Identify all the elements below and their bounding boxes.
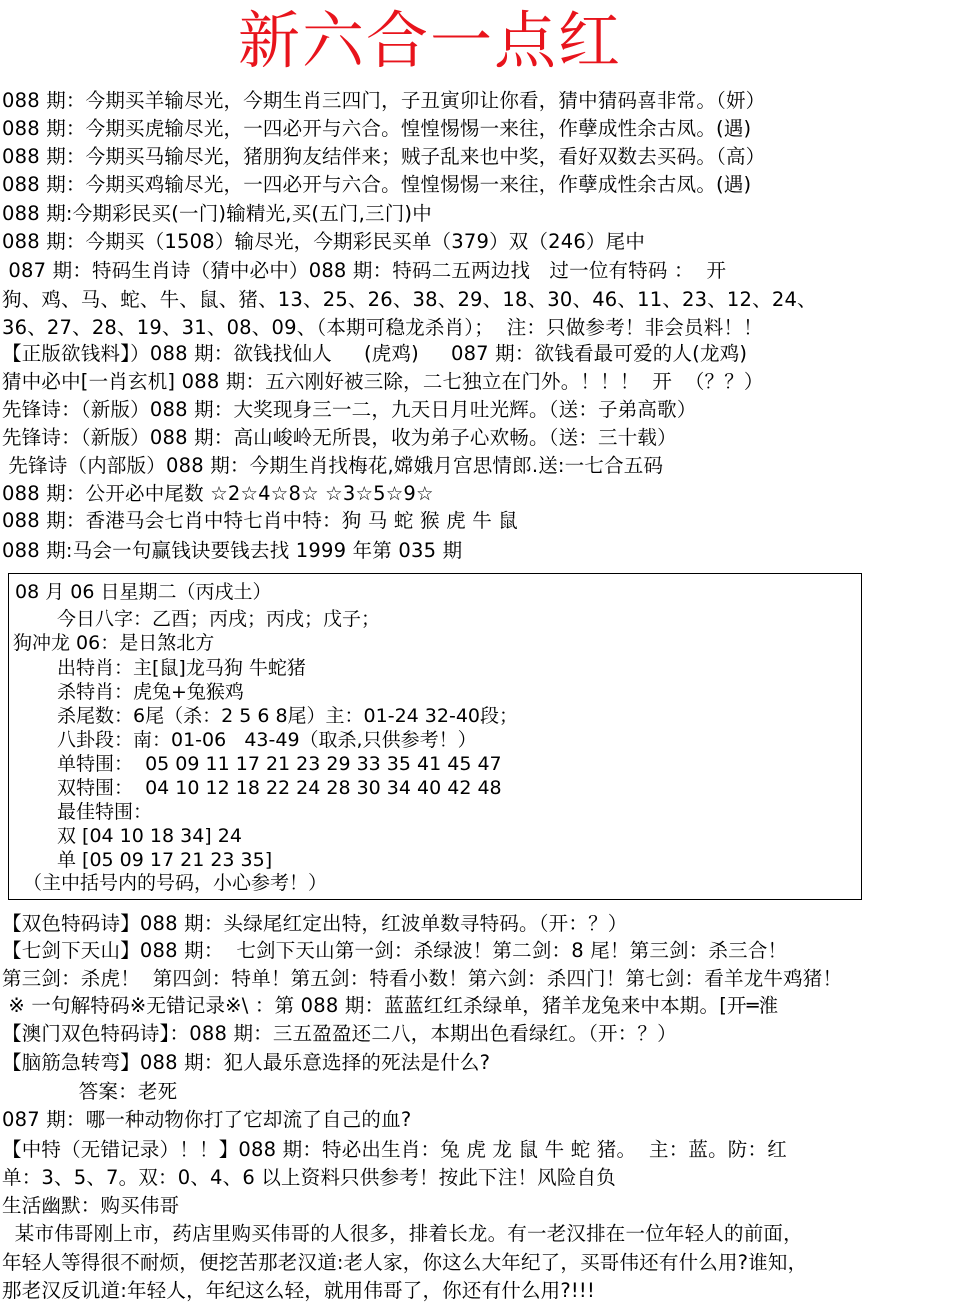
box-note: （主中括号内的号码，小心参考！） <box>23 872 328 894</box>
text-line: 088 期：今期买虎输尽光，一四必开与六合。惶惶惕惕一来往，作孽成性余古凤。(遇) <box>2 117 752 140</box>
text-line: 【澳门双色特码诗】：088 期：三五盈盈还二八，本期出色看绿红。（开：？） <box>2 1022 677 1045</box>
text-line: 猜中必中[一肖玄机] 088 期：五六刚好被三除，二七独立在门外。！！！ 开 （？？） <box>2 370 764 393</box>
box-date: 08 月 06 日星期二（丙戌土） <box>15 581 272 603</box>
box-even-range: 双特围： 04 10 12 18 22 24 28 30 34 40 42 48 <box>57 777 502 799</box>
box-odd-range: 单特围： 05 09 11 17 21 23 29 33 35 41 45 47 <box>57 753 502 775</box>
text-line: 088 期:马会一句赢钱诀要钱去找 1999 年第 035 期 <box>2 539 463 562</box>
text-line: 【双色特码诗】088 期：头绿尾红定出特，红波单数寻特码。（开：？） <box>2 912 628 935</box>
text-line: 【七剑下天山】088 期： 七剑下天山第一剑：杀绿波！第二剑：8 尾！第三剑：杀三合！ <box>2 939 788 962</box>
box-bazi: 今日八字：乙酉；丙戌；丙戌；戊子； <box>57 608 381 630</box>
text-line: 答案：老死 <box>2 1080 178 1103</box>
box-best-title: 最佳特围： <box>57 801 153 823</box>
box-bagua: 八卦段：南：01-06 43-49（取杀,只供参考！） <box>57 729 477 751</box>
box-clash: 狗冲龙 06：是日煞北方 <box>13 632 215 654</box>
text-line: 先锋诗（内部版）088 期：今期生肖找梅花,嫦娥月宫思情郎.送:一七合五码 <box>2 454 664 477</box>
text-line: 那老汉反讥道:年轻人，年纪这么轻，就用伟哥了，你还有什么用?!!! <box>2 1279 595 1302</box>
text-line: 先锋诗：（新版）088 期：大奖现身三一二，九天日月吐光辉。（送：子弟高歌） <box>2 398 697 421</box>
text-line: 先锋诗：（新版）088 期：高山峻岭无所畏，收为弟子心欢畅。（送：三十载） <box>2 426 677 449</box>
text-line: 088 期：香港马会七肖中特七肖中特：狗 马 蛇 猴 虎 牛 鼠 <box>2 509 519 532</box>
text-line: ※ 一句解特码※无错记录※\ ：第 088 期：蓝蓝红红杀绿单，猪羊龙兔来中本期。[开═淮 <box>2 994 779 1017</box>
text-line: 年轻人等得很不耐烦，便挖苦那老汉道:老人家，你这么大年纪了，买哥伟还有什么用?谁知， <box>2 1251 808 1274</box>
text-line: 某市伟哥刚上市，药店里购买伟哥的人很多，排着长龙。有一老汉排在一位年轻人的前面， <box>2 1222 803 1245</box>
text-line: 狗、鸡、马、蛇、牛、鼠、猪、13、25、26、38、29、18、30、46、11、23、12、24、 <box>2 288 817 311</box>
text-line: 36、27、28、19、31、08、09、（本期可稳龙杀肖）； 注：只做参考！非会员料！！ <box>2 316 763 339</box>
text-line: 第三剑：杀虎！ 第四剑：特单！第五剑：特看小数！第六剑：杀四门！第七剑：看羊龙牛鸡猪！ <box>2 967 843 990</box>
text-line: 088 期：公开必中尾数 ☆2☆4☆8☆ ☆3☆5☆9☆ <box>2 482 434 505</box>
text-line: 【中特（无错记录）！！】088 期：特必出生肖：兔 虎 龙 鼠 牛 蛇 猪。 主：蓝。防：红 <box>2 1138 787 1161</box>
text-line: 【脑筋急转弯】088 期：犯人最乐意选择的死法是什么? <box>2 1051 491 1074</box>
box-best-even: 双 [04 10 18 34] 24 <box>57 825 242 847</box>
text-line: 088 期：今期买马输尽光，猪朋狗友结伴来；贼子乱来也中奖，看好双数去买码。（高） <box>2 145 766 168</box>
page-title: 新六合一点红 <box>237 4 622 77</box>
text-line: 087 期：特码生肖诗（猜中必中）088 期：特码二五两边找 过一位有特码 ： 开 <box>2 259 727 282</box>
box-best-odd: 单 [05 09 17 21 23 35] <box>57 849 273 871</box>
text-line: 088 期：今期买羊输尽光，今期生肖三四门，子丑寅卯让你看，猜中猜码喜非常。（妍） <box>2 89 766 112</box>
text-line: 单：3、5、7。双：0、4、6 以上资料只供参考！按此下注！风险自负 <box>2 1166 616 1189</box>
almanac-box <box>8 573 862 900</box>
text-line: 生活幽默：购买伟哥 <box>2 1194 180 1217</box>
box-tail-kill: 杀尾数：6尾（杀：2 5 6 8尾）主：01-24 32-40段； <box>57 705 519 727</box>
box-zodiac-kill: 杀特肖：虎兔+兔猴鸡 <box>57 681 244 703</box>
text-line: 088 期：今期买（1508）输尽光，今期彩民买单（379）双（246）尾中 <box>2 230 646 253</box>
box-zodiac-out: 出特肖：主[鼠]龙马狗 牛蛇猪 <box>57 657 306 679</box>
text-line: 088 期：今期买鸡输尽光，一四必开与六合。惶惶惕惕一来往，作孽成性余古凤。(遇) <box>2 173 752 196</box>
text-line: 【正版欲钱料】）088 期：欲钱找仙人 (虎鸡) 087 期：欲钱看最可爱的人(龙鸡) <box>2 342 748 365</box>
text-line: 088 期:今期彩民买(一门)输精光,买(五门,三门)中 <box>2 202 432 225</box>
text-line: 087 期：哪一种动物你打了它却流了自己的血? <box>2 1108 412 1131</box>
